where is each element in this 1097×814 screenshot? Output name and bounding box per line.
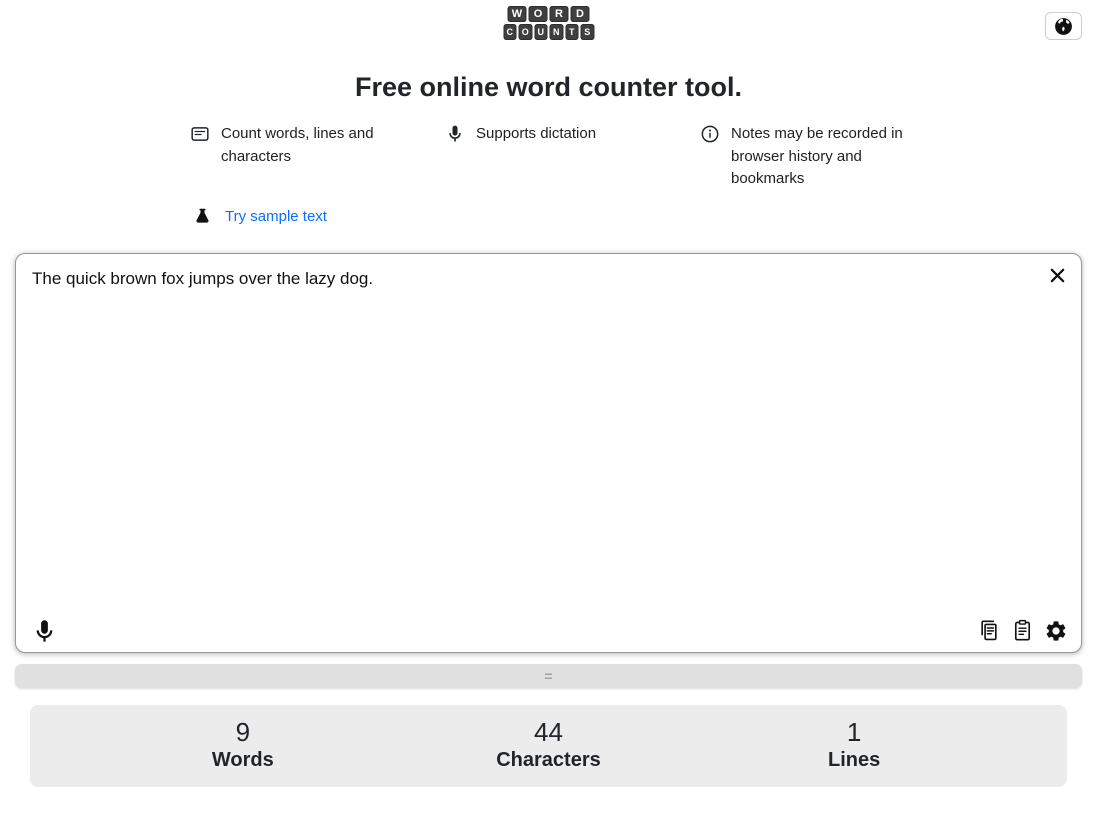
- clear-text-button[interactable]: [1047, 265, 1068, 286]
- paste-button[interactable]: [1011, 619, 1034, 642]
- feature-dictation: [445, 123, 700, 191]
- feature-text: Supports dictation: [476, 125, 597, 142]
- features-row: [190, 123, 1097, 191]
- logo-tile: C: [503, 24, 517, 40]
- logo-tile: R: [550, 6, 569, 22]
- logo-row-counts: [503, 24, 594, 40]
- logo: [503, 6, 594, 40]
- language-button[interactable]: [1045, 12, 1082, 40]
- microphone-icon: [31, 618, 58, 645]
- logo-row-word: [508, 6, 590, 22]
- logo-tile: U: [534, 24, 548, 40]
- stats-panel: [30, 705, 1067, 787]
- gear-icon: [1044, 619, 1068, 643]
- editor-card: [15, 253, 1082, 653]
- logo-tile: O: [519, 24, 533, 40]
- settings-button[interactable]: [1044, 619, 1068, 643]
- words-count: 9: [235, 716, 251, 747]
- logo-tile: O: [529, 6, 548, 22]
- close-icon: [1047, 265, 1068, 286]
- stat-words: [90, 717, 396, 773]
- resize-grip-glyph: =: [544, 667, 553, 684]
- lines-count: 1: [846, 716, 862, 747]
- info-icon: [700, 124, 720, 144]
- flask-icon: [193, 207, 212, 226]
- logo-tile: W: [508, 6, 527, 22]
- sample-text-row: [193, 207, 1097, 226]
- clipboard-icon: [1011, 619, 1034, 642]
- try-sample-text-link[interactable]: Try sample text: [225, 207, 327, 225]
- resize-handle[interactable]: [15, 664, 1082, 688]
- logo-tile: N: [550, 24, 564, 40]
- words-label: Words: [211, 748, 274, 771]
- feature-text: Count words, lines and characters: [221, 125, 374, 165]
- logo-tile: S: [581, 24, 595, 40]
- editor-actions: [978, 619, 1068, 643]
- lines-label: Lines: [828, 748, 881, 771]
- logo-tile: D: [571, 6, 590, 22]
- microphone-icon: [445, 124, 465, 144]
- feature-privacy: [700, 123, 935, 191]
- editor-input[interactable]: [16, 254, 1031, 604]
- globe-icon: [1053, 16, 1074, 37]
- characters-count: 44: [534, 716, 563, 747]
- header: [0, 0, 1097, 48]
- page-title: Free online word counter tool.: [354, 72, 743, 102]
- feature-text: Notes may be recorded in browser history and bookmarks: [731, 125, 903, 187]
- article-icon: [190, 124, 210, 144]
- stat-lines: [701, 717, 1007, 773]
- copy-button[interactable]: [978, 619, 1001, 642]
- characters-label: Characters: [496, 748, 601, 771]
- feature-count: [190, 123, 445, 191]
- copy-icon: [978, 619, 1001, 642]
- stat-characters: [396, 717, 702, 773]
- dictation-button[interactable]: [31, 618, 58, 645]
- logo-tile: T: [565, 24, 579, 40]
